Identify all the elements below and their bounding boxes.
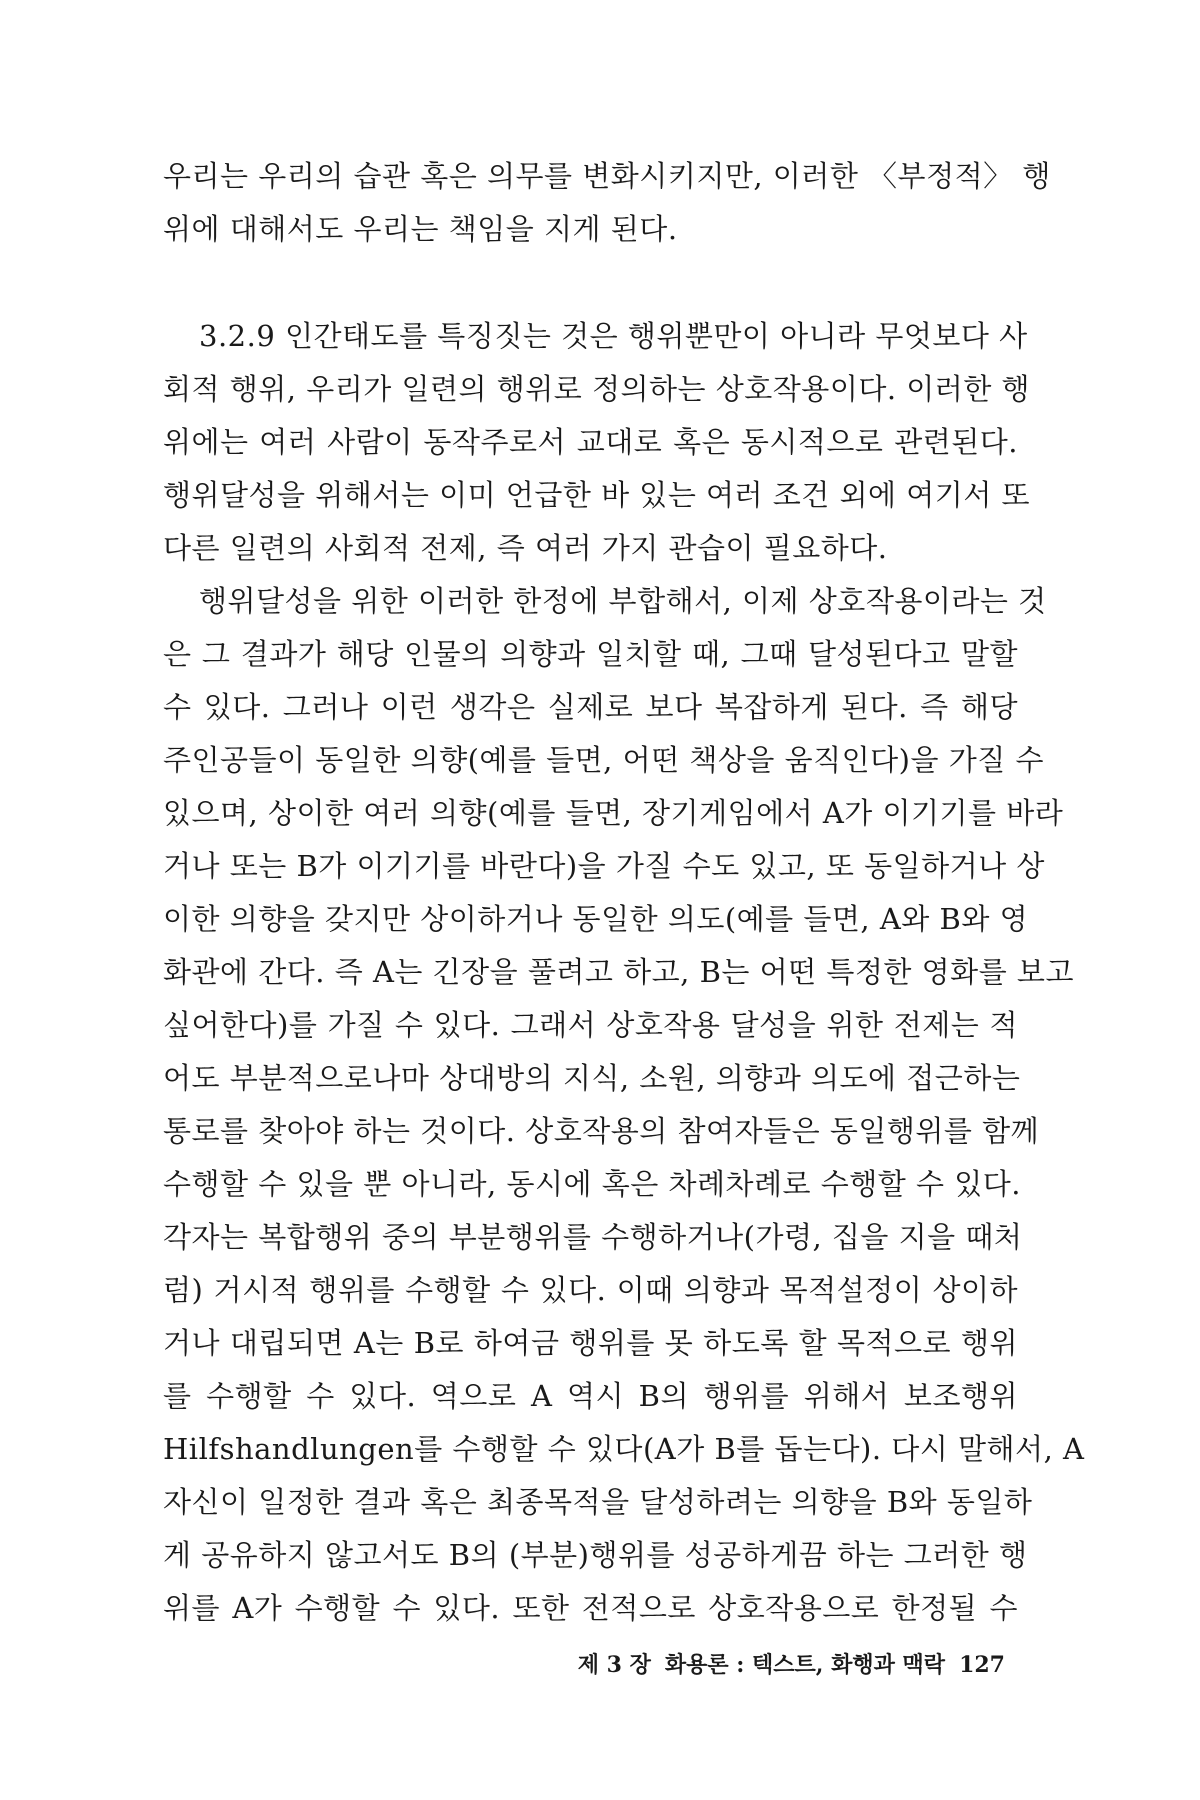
- text-line: 우리는 우리의 습관 혹은 의무를 변화시키지만, 이러한 〈부정적〉 행: [163, 159, 1051, 193]
- text-line: 은 그 결과가 해당 인물의 의향과 일치할 때, 그때 달성된다고 말할: [163, 637, 1018, 671]
- text-line: 통로를 찾아야 하는 것이다. 상호작용의 참여자들은 동일행위를 함께: [163, 1114, 1040, 1148]
- text-line: 위를 A가 수행할 수 있다. 또한 전적으로 상호작용으로 한정될 수: [163, 1591, 1018, 1625]
- text-line: Hilfshandlungen를 수행할 수 있다(A가 B를 돕는다). 다시 말해서, A: [163, 1432, 1085, 1466]
- paragraph-2: [163, 310, 1031, 575]
- paragraph-3: [163, 575, 1085, 1635]
- text-line: 위에 대해서도 우리는 책임을 지게 된다.: [163, 212, 678, 246]
- text-line: 행위달성을 위한 이러한 한정에 부합해서, 이제 상호작용이라는 것: [199, 584, 1047, 618]
- text-line: 3.2.9 인간태도를 특징짓는 것은 행위뿐만이 아니라 무엇보다 사: [199, 319, 1028, 353]
- text-line: 어도 부분적으로나마 상대방의 지식, 소원, 의향과 의도에 접근하는: [163, 1061, 1021, 1095]
- paragraph-1: [163, 150, 1051, 256]
- text-line: 있으며, 상이한 여러 의향(예를 들면, 장기게임에서 A가 이기기를 바라: [163, 796, 1064, 830]
- text-line: 거나 또는 B가 이기기를 바란다)을 가질 수도 있고, 또 동일하거나 상: [163, 849, 1045, 883]
- footer-title: 화용론 : 텍스트, 화행과 맥락: [664, 1652, 946, 1678]
- text-line: 수행할 수 있을 뿐 아니라, 동시에 혹은 차례차례로 수행할 수 있다.: [163, 1167, 1021, 1201]
- text-line: 화관에 간다. 즉 A는 긴장을 풀려고 하고, B는 어떤 특정한 영화를 보고: [163, 955, 1074, 989]
- text-line: 이한 의향을 갖지만 상이하거나 동일한 의도(예를 들면, A와 B와 영: [163, 902, 1029, 936]
- text-line: 자신이 일정한 결과 혹은 최종목적을 달성하려는 의향을 B와 동일하: [163, 1485, 1033, 1519]
- footer-chapter: 제 3 장: [577, 1652, 651, 1678]
- page-footer: [535, 1645, 1005, 1685]
- text-line: 위에는 여러 사람이 동작주로서 교대로 혹은 동시적으로 관련된다.: [163, 425, 1018, 459]
- text-line: 거나 대립되면 A는 B로 하여금 행위를 못 하도록 할 목적으로 행위: [163, 1326, 1018, 1360]
- text-line: 를 수행할 수 있다. 역으로 A 역시 B의 행위를 위해서 보조행위: [163, 1379, 1018, 1413]
- text-line: 럼) 거시적 행위를 수행할 수 있다. 이때 의향과 목적설정이 상이하: [163, 1273, 1018, 1307]
- text-line: 주인공들이 동일한 의향(예를 들면, 어떤 책상을 움직인다)을 가질 수: [163, 743, 1044, 777]
- page-body: [163, 150, 1085, 1635]
- text-line: 게 공유하지 않고서도 B의 (부분)행위를 성공하게끔 하는 그러한 행: [163, 1538, 1028, 1572]
- text-line: 수 있다. 그러나 이런 생각은 실제로 보다 복잡하게 된다. 즉 해당: [163, 690, 1018, 724]
- paragraph-gap: [163, 256, 1018, 310]
- text-line: 행위달성을 위해서는 이미 언급한 바 있는 여러 조건 외에 여기서 또: [163, 478, 1031, 512]
- page-number: 127: [959, 1652, 1005, 1678]
- text-line: 각자는 복합행위 중의 부분행위를 수행하거나(가령, 집을 지을 때처: [163, 1220, 1023, 1254]
- text-line: 싶어한다)를 가질 수 있다. 그래서 상호작용 달성을 위한 전제는 적: [163, 1008, 1018, 1042]
- text-line: 회적 행위, 우리가 일련의 행위로 정의하는 상호작용이다. 이러한 행: [163, 372, 1031, 406]
- text-line: 다른 일련의 사회적 전제, 즉 여러 가지 관습이 필요하다.: [163, 531, 888, 565]
